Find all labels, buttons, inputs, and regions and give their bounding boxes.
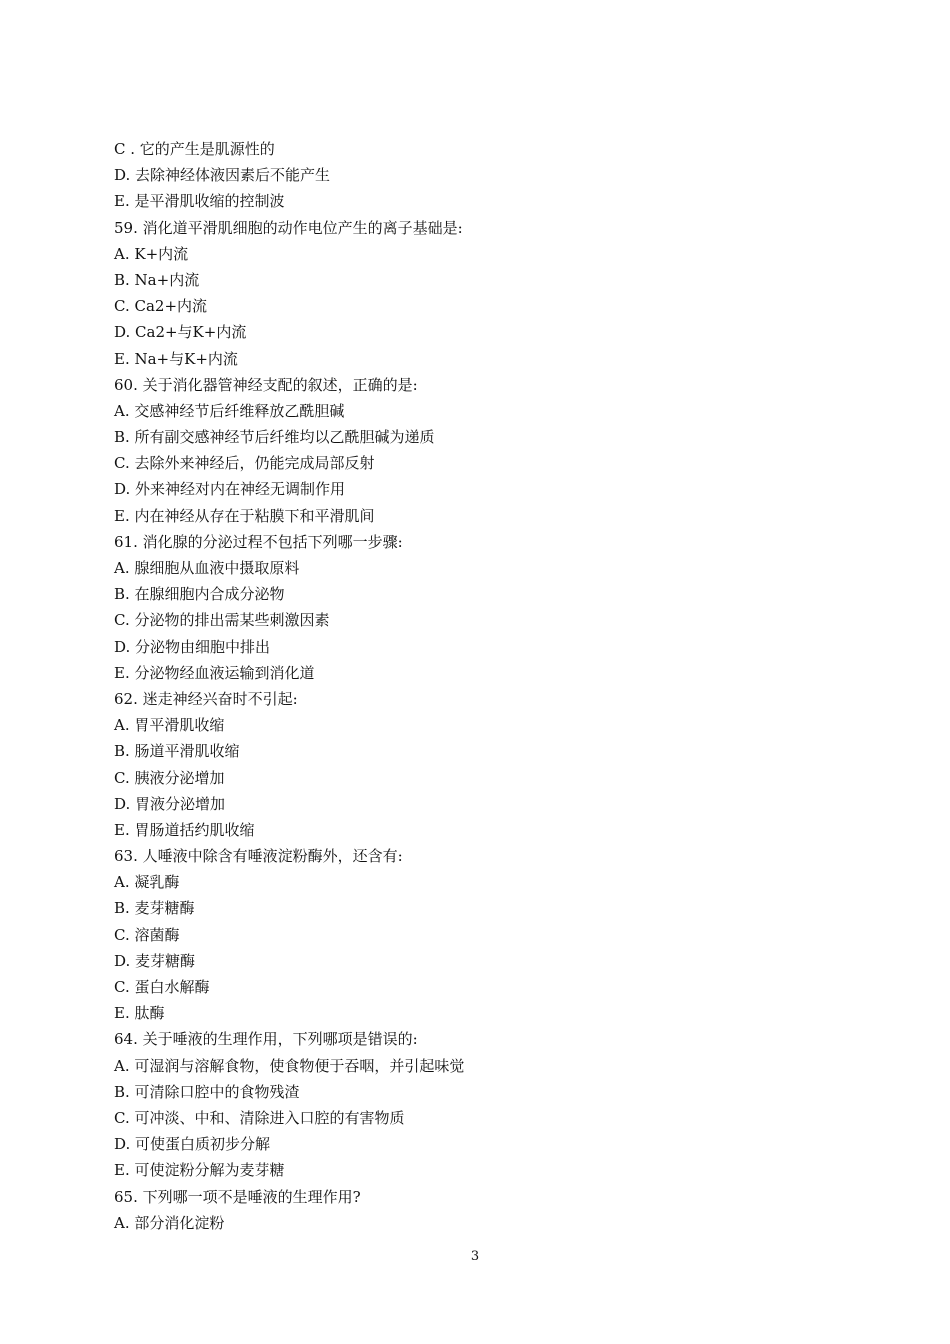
option-line: C . 它的产生是肌源性的 xyxy=(114,140,275,158)
option-line: E. 分泌物经血液运输到消化道 xyxy=(114,663,315,682)
option-line: C. 去除外来神经后，仍能完成局部反射 xyxy=(114,454,375,473)
option-line: E. 是平滑肌收缩的控制波 xyxy=(114,192,285,211)
option-line: A. 可湿润与溶解食物，使食物便于吞咽，并引起味觉 xyxy=(114,1056,465,1075)
option-line: A. 胃平滑肌收缩 xyxy=(114,716,225,735)
option-line: D. 去除神经体液因素后不能产生 xyxy=(114,166,331,185)
option-line: A. 交感神经节后纤维释放乙酰胆碱 xyxy=(114,401,345,420)
question-64: 64. 关于唾液的生理作用，下列哪项是错误的: xyxy=(114,1030,418,1049)
option-line: D. Ca2+与K+内流 xyxy=(114,323,247,342)
question-62: 62. 迷走神经兴奋时不引起: xyxy=(114,689,298,708)
option-line: B. Na+内流 xyxy=(114,270,200,289)
option-line: C. Ca2+内流 xyxy=(114,297,208,316)
option-line: C. 可冲淡、中和、清除进入口腔的有害物质 xyxy=(114,1108,405,1127)
option-line: D. 外来神经对内在神经无调制作用 xyxy=(114,480,346,499)
option-line: E. 可使淀粉分解为麦芽糖 xyxy=(114,1161,285,1180)
option-line: C. 胰液分泌增加 xyxy=(114,768,225,787)
option-line: B. 在腺细胞内合成分泌物 xyxy=(114,585,285,604)
option-line: B. 可清除口腔中的食物残渣 xyxy=(114,1082,300,1101)
option-line: A. 部分消化淀粉 xyxy=(114,1213,225,1232)
page-number: 3 xyxy=(470,1249,480,1264)
question-59: 59. 消化道平滑肌细胞的动作电位产生的离子基础是: xyxy=(114,218,463,237)
option-line: B. 麦芽糖酶 xyxy=(114,899,195,918)
option-line: C. 蛋白水解酶 xyxy=(114,978,210,996)
question-63: 63. 人唾液中除含有唾液淀粉酶外，还含有: xyxy=(114,847,403,866)
option-line: A. 凝乳酶 xyxy=(114,873,180,892)
option-line: E. Na+与K+内流 xyxy=(114,349,238,368)
option-line: B. 所有副交感神经节后纤维均以乙酰胆碱为递质 xyxy=(114,428,435,447)
option-line: D. 分泌物由细胞中排出 xyxy=(114,637,271,656)
option-line: C. 分泌物的排出需某些刺激因素 xyxy=(114,611,330,630)
option-line: D. 麦芽糖酶 xyxy=(114,951,196,970)
question-61: 61. 消化腺的分泌过程不包括下列哪一步骤: xyxy=(114,532,403,551)
option-line: E. 内在神经从存在于粘膜下和平滑肌间 xyxy=(114,506,375,525)
option-line: C. 溶菌酶 xyxy=(114,925,180,944)
option-line: D. 胃液分泌增加 xyxy=(114,794,226,813)
question-text-block xyxy=(114,136,874,1236)
option-line: D. 可使蛋白质初步分解 xyxy=(114,1135,271,1154)
option-line: E. 胃肠道括约肌收缩 xyxy=(114,820,255,839)
option-line: A. K+内流 xyxy=(114,244,189,263)
option-line: A. 腺细胞从血液中摄取原料 xyxy=(114,559,300,577)
question-60: 60. 关于消化器管神经支配的叙述，正确的是: xyxy=(114,375,418,394)
question-65: 65. 下列哪一项不是唾液的生理作用? xyxy=(114,1187,361,1206)
option-line: B. 肠道平滑肌收缩 xyxy=(114,742,240,761)
option-line: E. 肽酶 xyxy=(114,1004,165,1023)
